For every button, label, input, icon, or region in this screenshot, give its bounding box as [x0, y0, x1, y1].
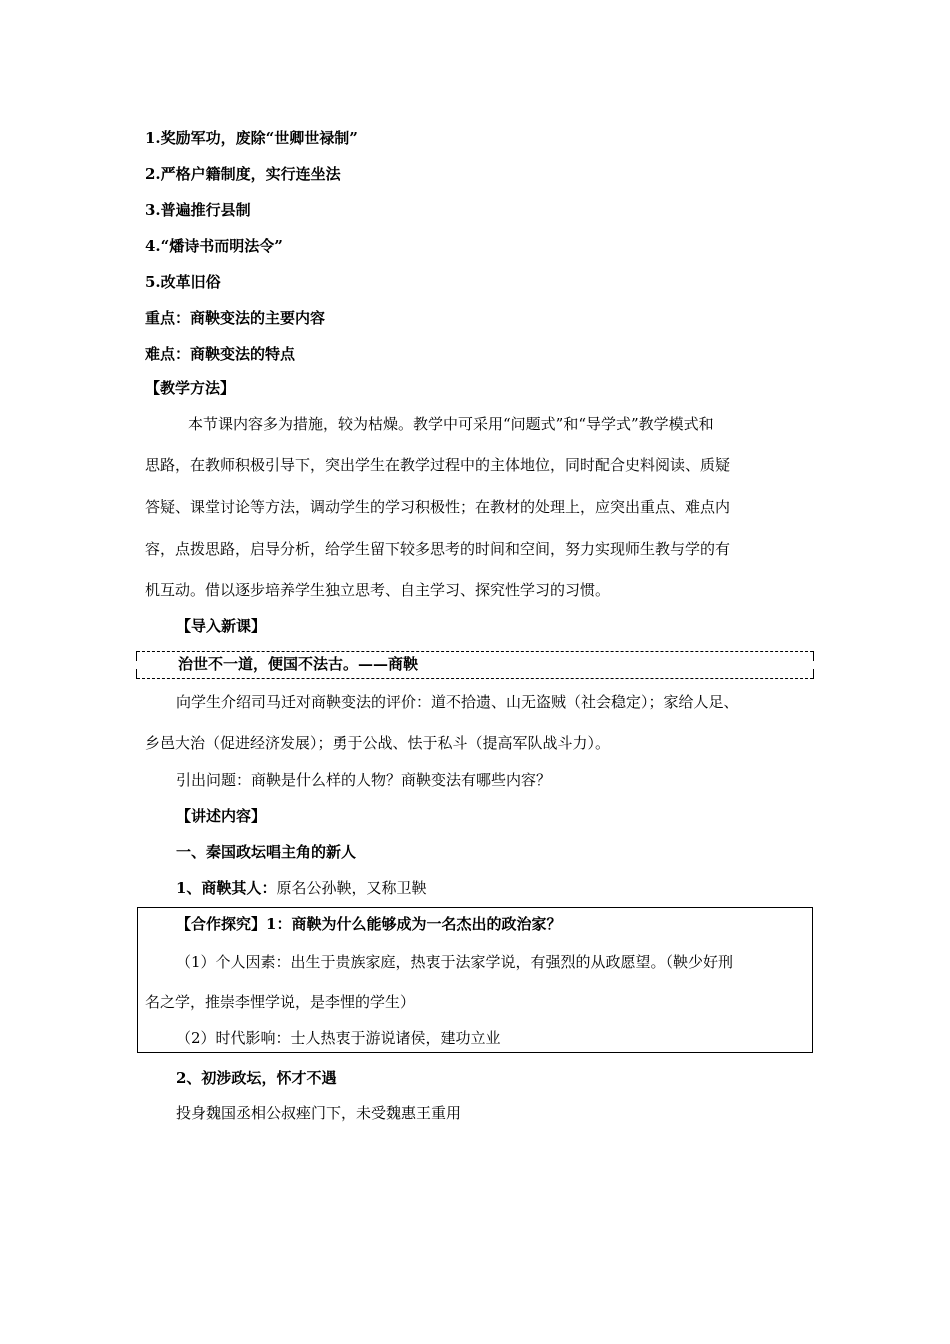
- list-item-5: 5.改革旧俗: [145, 273, 221, 291]
- intro-heading: 【导入新课】: [176, 617, 267, 635]
- coop-question: 【合作探究】1：商鞅为什么能够成为一名杰出的政治家？: [176, 915, 562, 933]
- list-item-4: 4.“燔诗书而明法令”: [145, 237, 283, 255]
- method-line-5: 机互动。借以逐步培养学生独立思考、自主学习、探究性学习的习惯。: [145, 581, 611, 599]
- intro-line-2: 乡邑大治（促进经济发展）；勇于公战、怯于私斗（提高军队战斗力）。: [145, 734, 611, 752]
- coop-line-3: （2）时代影响：士人热衷于游说诸侯，建功立业: [176, 1029, 501, 1047]
- method-line-1: 本节课内容多为措施，较为枯燥。教学中可采用“问题式”和“导学式”教学模式和: [188, 415, 714, 433]
- subsection-2-title: 2、初涉政坛，怀才不遇: [176, 1069, 337, 1087]
- question-text: 引出问题：商鞅是什么样的人物？商鞅变法有哪些内容？: [176, 771, 552, 789]
- list-item-3: 3.普遍推行县制: [145, 201, 251, 219]
- subsection-1-label: 1、商鞅其人：: [176, 879, 277, 897]
- coop-line-2: 名之学，推崇李悝学说，是李悝的学生）: [145, 993, 416, 1011]
- subsection-1: [176, 878, 426, 898]
- section-1-title: 一、秦国政坛唱主角的新人: [176, 843, 357, 861]
- subsection-2-text: 投身魏国丞相公叔痤门下，未受魏惠王重用: [176, 1104, 462, 1122]
- quote-text: 治世不一道，便国不法古。——商鞅: [178, 655, 419, 673]
- list-item-2: 2.严格户籍制度，实行连坐法: [145, 165, 341, 183]
- method-line-4: 容，点拨思路，启导分析，给学生留下较多思考的时间和空间，努力实现师生教与学的有: [145, 540, 731, 558]
- difficulty-point: 难点：商鞅变法的特点: [145, 345, 296, 363]
- method-line-3: 答疑、课堂讨论等方法，调动学生的学习积极性；在教材的处理上，应突出重点、难点内: [145, 498, 731, 516]
- intro-line-1: 向学生介绍司马迁对商鞅变法的评价：道不拾遗、山无盗贼（社会稳定）；家给人足、: [176, 693, 739, 711]
- coop-line-1: （1）个人因素：出生于贵族家庭，热衷于法家学说，有强烈的从政愿望。（鞅少好刑: [176, 953, 734, 971]
- lecture-heading: 【讲述内容】: [176, 807, 267, 825]
- subsection-1-text: 原名公孙鞅，又称卫鞅: [276, 879, 427, 897]
- method-line-2: 思路，在教师积极引导下，突出学生在教学过程中的主体地位，同时配合史料阅读、质疑: [145, 456, 731, 474]
- list-item-1: 1.奖励军功，废除“世卿世禄制”: [145, 129, 358, 147]
- key-point: 重点：商鞅变法的主要内容: [145, 309, 326, 327]
- method-heading: 【教学方法】: [145, 379, 236, 397]
